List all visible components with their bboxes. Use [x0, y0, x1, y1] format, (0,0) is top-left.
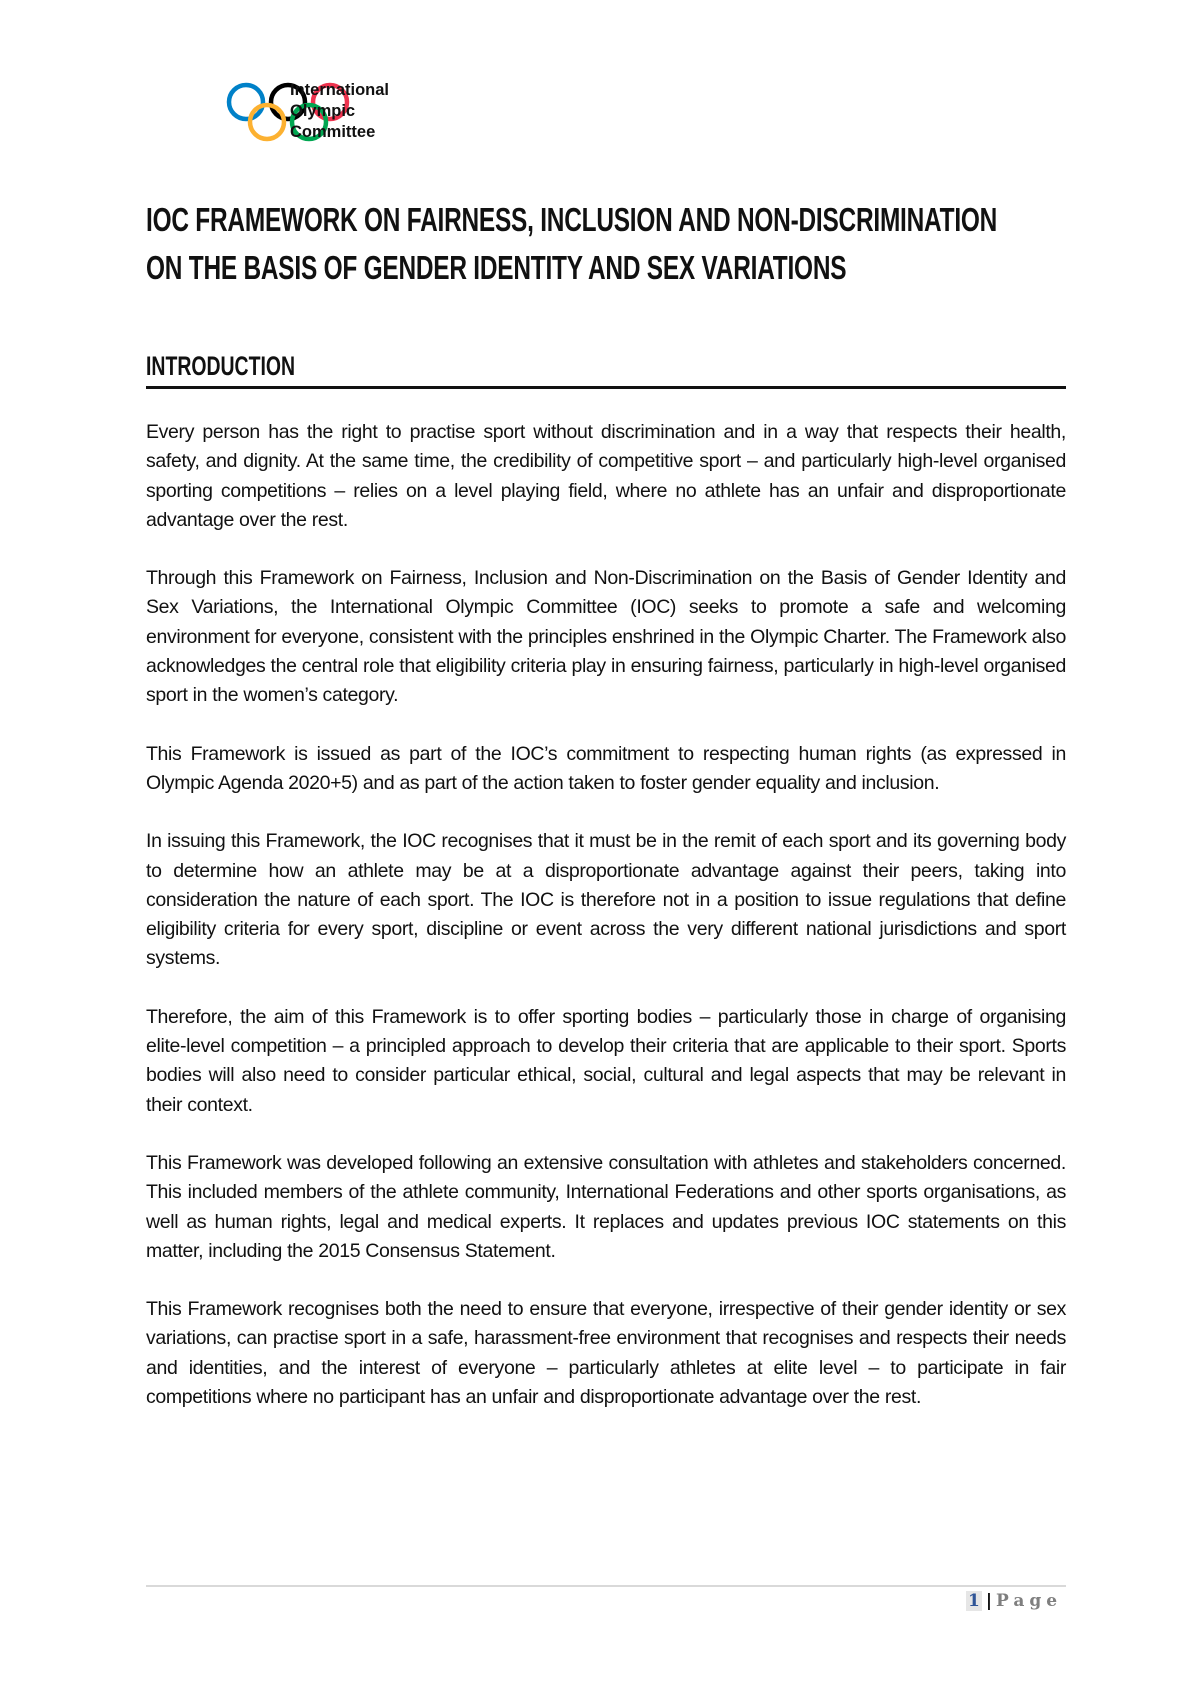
- page-number-value: 1: [968, 1591, 980, 1611]
- heading-rule: [146, 386, 1066, 389]
- page-separator: |: [985, 1591, 993, 1611]
- footer-divider: [146, 1585, 1066, 1587]
- paragraph: This Framework is issued as part of the IOC’s commitment to respecting human rights (as expressed in Olympic Agenda 2020+5) and as part of the action taken to foster gender equality and inclusion.: [146, 742, 1066, 794]
- paragraph: Therefore, the aim of this Framework is to offer sporting bodies – particularly those in charge of organising elite-level competition – a principled approach to develop their criteria that are applicable to their sport. Sports bodies will also need to consider particular ethical, social, cultural and legal aspects that may be relevant in their context.: [146, 1005, 1066, 1116]
- logo-wordmark: [290, 80, 389, 143]
- paragraph: In issuing this Framework, the IOC recognises that it must be in the remit of each sport and its governing body to determine how an athlete may be at a disproportionate advantage against their peers, taking into consideration the nature of each sport. The IOC is therefore not in a position to issue regulations that define eligibility criteria for every sport, discipline or event across the very different national jurisdictions and sport systems.: [146, 830, 1066, 970]
- ring-yellow: [250, 105, 284, 139]
- title-line-1: IOC FRAMEWORK ON FAIRNESS, INCLUSION AND NON-DISCRIMINATION: [146, 201, 998, 238]
- page-number: [966, 1590, 1062, 1612]
- logo-line: Olympic: [290, 102, 356, 120]
- body-text: [146, 418, 1066, 1441]
- logo-line: Committee: [290, 123, 376, 141]
- paragraph: Through this Framework on Fairness, Inclusion and Non-Discrimination on the Basis of Gender Identity and Sex Variations, the International Olympic Committee (IOC) seeks to promote a safe and welcoming environment for everyone, consistent with the principles enshrined in the Olympic Charter. The Framework also acknowledges the central role that eligibility criteria play in ensuring fairness, particularly in high-level organised sport in the women’s category.: [146, 567, 1066, 707]
- paragraph: Every person has the right to practise sport without discrimination and in a way that respects their health, safety, and dignity. At the same time, the credibility of competitive sport – and particularly high-level organised sporting competitions – relies on a level playing field, where no athlete has an unfair and disproportionate advantage over the rest.: [146, 421, 1066, 531]
- title-line-2: ON THE BASIS OF GENDER IDENTITY AND SEX VARIATIONS: [146, 249, 847, 286]
- document-title: [146, 196, 1034, 292]
- ring-blue: [229, 85, 263, 119]
- section-heading: INTRODUCTION: [146, 351, 296, 381]
- page-label: Page: [996, 1591, 1063, 1611]
- paragraph: This Framework recognises both the need to ensure that everyone, irrespective of their gender identity or sex variations, can practise sport in a safe, harassment-free environment that recognises and respects their needs and identities, and the interest of everyone – particularly athletes at elite level – to participate in fair competitions where no participant has an unfair and disproportionate advantage over the rest.: [146, 1298, 1066, 1409]
- paragraph: This Framework was developed following an extensive consultation with athletes and stakeholders concerned. This included members of the athlete community, International Federations and other sports organisations, as well as human rights, legal and medical experts. It replaces and updates previous IOC statements on this matter, including the 2015 Consensus Statement.: [146, 1151, 1066, 1262]
- logo-line: International: [290, 81, 390, 99]
